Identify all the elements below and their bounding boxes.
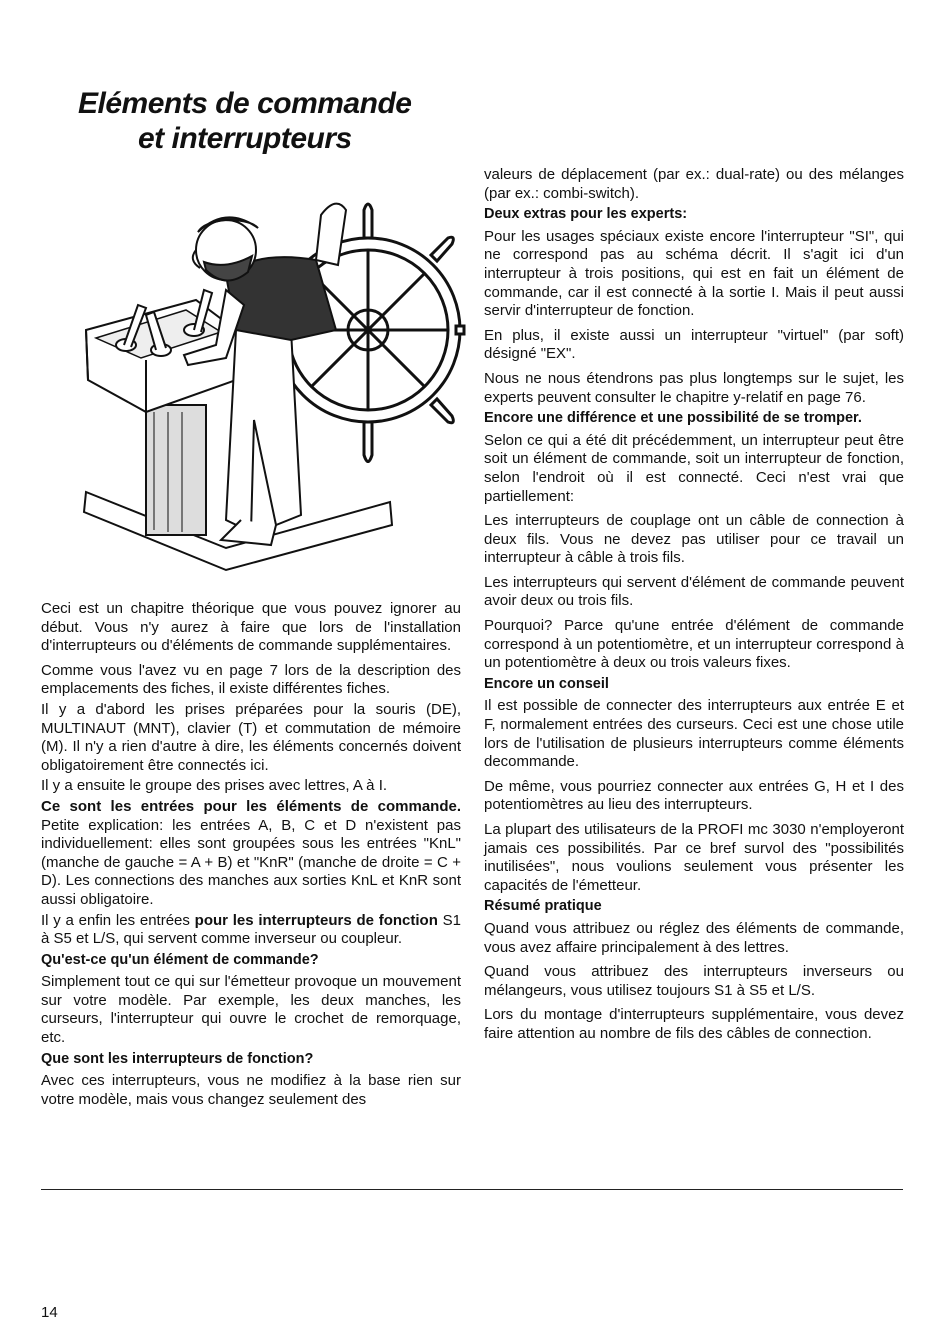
page-title-line1: Eléments de commande bbox=[78, 87, 412, 120]
left-column bbox=[41, 600, 461, 1111]
paragraph: La plupart des utilisateurs de la PROFI mc 3030 n'employeront jamais ces possibilités. Par ce bref survol des "possibilités inutilisées", nous voulions seulement vous présenter les capacités de l'émetteur. bbox=[484, 821, 904, 894]
paragraph: Nous ne nous étendrons pas plus longtemps sur le sujet, les experts peuvent consulter le chapitre y-relatif en page 76. bbox=[484, 369, 904, 406]
paragraph: Ceci est un chapitre théorique que vous pouvez ignorer au début. Vous n'y aurez à faire que lors de l'installation d'interrupteurs ou d'éléments de commande supplémentaires. bbox=[41, 600, 461, 655]
right-column bbox=[484, 166, 904, 1050]
paragraph: Les interrupteurs qui servent d'élément de commande peuvent avoir deux ou trois fils. bbox=[484, 573, 904, 610]
page-title bbox=[40, 86, 460, 156]
paragraph: Pour les usages spéciaux existe encore l'interrupteur "SI", qui ne correspond pas au schéma décrit. Il s'agit ici d'un interrupteur à trois positions, qui est en fait un élément de commande, car il est connecté à la sortie I. Mais il peut aussi servir d'interrupteur de fonction. bbox=[484, 227, 904, 320]
bold-phrase: pour les interrupteurs de fonction bbox=[194, 911, 438, 929]
helmsman-at-control-desk-illustration bbox=[76, 180, 468, 576]
section-heading: Résumé pratique bbox=[484, 898, 602, 915]
paragraph-text: Il y a enfin les entrées bbox=[41, 911, 195, 929]
page-number: 14 bbox=[41, 1304, 58, 1321]
paragraph: Selon ce qui a été dit précédemment, un interrupteur peut être soit un élément de commande, soit un interrupteur de fonction, selon l'endroit où il est connecté. Ceci n'est vrai que partiellement: bbox=[484, 431, 904, 505]
paragraph: Quand vous attribuez ou réglez des éléments de commande, vous avez affaire principalement à des lettres. bbox=[484, 919, 904, 956]
paragraph: De même, vous pourriez connecter aux entrées G, H et I des potentiomètres au lieu des interrupteurs. bbox=[484, 777, 904, 814]
paragraph: Il est possible de connecter des interrupteurs aux entrée E et F, normalement entrées des curseurs. Ceci est une chose utile lors de l'utilisation de plusieurs interrupteurs comme éléments decommande. bbox=[484, 697, 904, 771]
paragraph bbox=[41, 912, 461, 949]
paragraph: valeurs de déplacement (par ex.: dual-rate) ou des mélanges (par ex.: combi-switch). bbox=[484, 166, 904, 202]
paragraph: Lors du montage d'interrupteurs supplémentaire, vous devez faire attention au nombre de fils des câbles de connection. bbox=[484, 1006, 904, 1042]
section-heading: Encore une différence et une possibilité de se tromper. bbox=[484, 410, 862, 427]
bold-lead: Ce sont les entrées pour les éléments de commande. bbox=[41, 797, 461, 815]
paragraph-text: Petite explication: les entrées A, B, C et D n'existent pas individuellement: elles sont groupées sous les entrées "KnL" (manche de gauche = A + B) et "KnR" (manche de droite = C + D). Les connections des manches aux sorties KnL et KnR sont aussi obligatoire. bbox=[41, 816, 461, 908]
paragraph: Quand vous attribuez des interrupteurs inverseurs ou mélangeurs, vous utilisez toujours S1 à S5 et L/S. bbox=[484, 963, 904, 999]
paragraph: Comme vous l'avez vu en page 7 lors de la description des emplacements des fiches, il existe différentes fiches. bbox=[41, 661, 461, 698]
paragraph: En plus, il existe aussi un interrupteur "virtuel" (par soft) désigné "EX". bbox=[484, 326, 904, 363]
footer-divider bbox=[41, 1189, 903, 1190]
paragraph: Il y a d'abord les prises préparées pour la souris (DE), MULTINAUT (MNT), clavier (T) et commutation de mémoire (M). Il n'y a rien d'autre à dire, les éléments concernés doivent obligatoirement être connectés ici. bbox=[41, 700, 461, 774]
section-heading: Que sont les interrupteurs de fonction? bbox=[41, 1050, 314, 1067]
paragraph-text: S1 à S5 et L/S, qui servent comme inverseur ou coupleur. bbox=[41, 911, 461, 948]
paragraph: Pourquoi? Parce qu'une entrée d'élément de commande correspond à un potentiomètre, et un interrupteur correspond à un potentiomètre à deux ou trois valeurs fixes. bbox=[484, 617, 904, 672]
paragraph: Les interrupteurs de couplage ont un câble de connection à deux fils. Vous ne devez pas utiliser pour ce travail un interrupteur à câble à trois fils. bbox=[484, 512, 904, 567]
paragraph bbox=[41, 798, 461, 910]
page-title-line2: et interrupteurs bbox=[138, 122, 352, 155]
paragraph: Simplement tout ce qui sur l'émetteur provoque un mouvement sur votre modèle. Par exemple, les deux manches, les curseurs, l'interrupteur qui ouvre le crochet de remorquage, etc. bbox=[41, 973, 461, 1047]
section-heading: Deux extras pour les experts: bbox=[484, 206, 688, 223]
section-heading: Qu'est-ce qu'un élément de commande? bbox=[41, 951, 319, 968]
paragraph: Il y a ensuite le groupe des prises avec lettres, A à I. bbox=[41, 777, 388, 795]
paragraph: Avec ces interrupteurs, vous ne modifiez à la base rien sur votre modèle, mais vous changez seulement des bbox=[41, 1072, 461, 1108]
section-heading: Encore un conseil bbox=[484, 675, 609, 692]
